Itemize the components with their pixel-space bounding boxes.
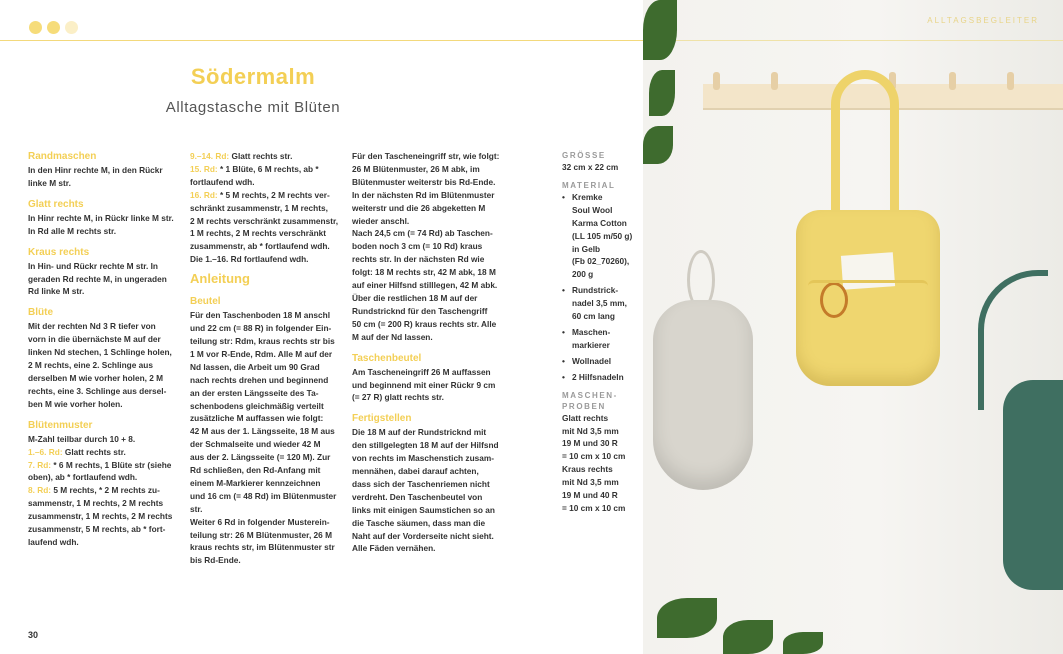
plant-leaf (649, 70, 675, 116)
column-3 (352, 150, 502, 555)
section-heading: Fertigstellen (352, 413, 412, 425)
plant-leaf (657, 598, 717, 638)
row-text: Glatt rechts str. (62, 446, 126, 457)
section-heading: Beutel (190, 296, 221, 308)
paragraph: Mit der rechten Nd 3 R tiefer von vorn in die übernächste M auf der linken Nd stechen, 1 Schlinge holen, 2 M rechts, eine 2. Schlinge aus derselben M wie vorher holen, 2 M rechts, eine 3. Schlinge aus dersel- ben M wie vorher holen. (28, 321, 172, 409)
section-heading: Blüte (28, 307, 53, 319)
rack-peg (949, 72, 956, 90)
running-head: ALLTAGSBEGLEITER (927, 16, 1039, 25)
paragraph: M-Zahl teilbar durch 10 + 8. (28, 433, 136, 444)
pattern-row (190, 150, 340, 163)
row-label: 1.–6. Rd: (28, 446, 63, 457)
row-text: Glatt rechts str. (229, 151, 293, 161)
section-heading: Blütenmuster (28, 419, 93, 431)
photo-page (643, 0, 1063, 654)
size-value: 32 cm x 22 cm (562, 162, 619, 172)
material-item: • Wollnadel (562, 355, 634, 368)
material-heading: MATERIAL (562, 180, 616, 190)
paragraph: Am Tascheneingriff 26 M auffassen und beginnend mit einer Rückr 9 cm (= 27 R) glatt rechts str. (352, 366, 496, 403)
material-item: • Rundstrick- nadel 3,5 mm, 60 cm lang (562, 284, 634, 323)
plant-leaf (643, 126, 673, 164)
gauge-text: Glatt rechts mit Nd 3,5 mm 19 M und 30 R = 10 cm x 10 cm Kraus rechts mit Nd 3,5 mm 19 M und 40 R = 10 cm x 10 cm (562, 412, 626, 513)
pattern-row (190, 163, 340, 189)
rack-peg (713, 72, 720, 90)
row-label: 7. Rd: (28, 459, 52, 470)
material-item: • Kremke Soul Wool Karma Cotton (LL 105 m/50 g) in Gelb (Fb 02_70260), 200 g (562, 191, 634, 281)
paragraph: In den Hinr rechte M, in den Rückr linke M str. (28, 165, 163, 188)
paragraph: In Hin- und Rückr rechte M str. In geraden Rd rechte M, in ungeraden Rd linke M str. (28, 260, 167, 297)
plant-leaf (643, 0, 677, 60)
section-heading: Anleitung (190, 271, 250, 287)
green-bag (1003, 380, 1063, 590)
pattern-row (28, 459, 178, 485)
yellow-knitted-bag (796, 210, 940, 386)
section-heading: Randmaschen (28, 151, 97, 162)
plant-leaf (723, 620, 773, 654)
section-heading: Taschenbeutel (352, 352, 422, 364)
dot-icon (47, 21, 60, 34)
section-heading: Glatt rechts (28, 198, 84, 210)
row-text: 5 M rechts, * 2 M rechts zu- sammenstr, 1 M rechts, 2 M rechts zusammenstr, 1 M rechts, 2 M rechts zusammenstr, 5 M rechts, ab * fort- laufend wdh. (28, 485, 173, 547)
paragraph: Die 18 M auf der Rundstricknd mit den stillgelegten 18 M auf der Hilfsnd von rechts im Maschenstich zusam- mennähen, dabei darauf achten, dass sich der Taschenriemen nicht verdreht. Den Taschenbeutel von links mit einigen Saumstichen so an die Tasche säumen, dass man die Naht auf der Vorderseite nicht sieht. Alle Fäden vernähen. (352, 427, 499, 554)
row-text: * 6 M rechts, 1 Blüte str (siehe oben), ab * fortlaufend wdh. (28, 459, 172, 483)
paragraph: Für den Tascheneingriff str, wie folgt: 26 M Blütenmuster, 26 M abk, im Blütenmuster weiterstr bis Rd-Ende. In der nächsten Rd im Blütenmuster weiterstr und die 26 abgeketten M wieder anschl. Nach 24,5 cm (= 74 Rd) ab Taschen- boden noch 3 cm (= 10 Rd) kraus rechts str. In der nächsten Rd wie folgt: 18 M rechts str, 42 M abk, 18 M auf einer Hilfsnd stilllegen, 42 M abk. Über die restlichen 18 M auf der Rundstricknd für den Taschengriff 50 cm (= 200 R) kraus rechts str. Alle M auf der Nd lassen. (352, 151, 500, 342)
pattern-row (28, 446, 178, 459)
material-list (562, 191, 634, 384)
page-title: Södermalm (190, 64, 316, 89)
paragraph: In Hinr rechte M, in Rückr linke M str. In Rd alle M rechts str. (28, 212, 174, 236)
header-rule (0, 40, 643, 41)
column-1 (28, 150, 178, 549)
pattern-row (28, 484, 178, 549)
row-label: 8. Rd: (28, 485, 52, 496)
material-item: • Maschen- markierer (562, 326, 634, 352)
page-number: 30 (28, 630, 39, 640)
row-label: 15. Rd: (190, 163, 218, 174)
pattern-row (190, 189, 340, 266)
decorative-dots (29, 21, 78, 34)
header-rule (643, 40, 1063, 41)
paragraph: Für den Taschenboden 18 M anschl und 22 cm (= 88 R) in folgender Ein- teilung str: Rdm, kraus rechts str bis 1 M vor R-Ende, Rdm. Alle M auf der Nd lassen, die Arbeit um 90 Grad nach rechts drehen und beginnend an der ersten Längsseite des Ta- schenbodens gleichmäßig verteilt zusätzliche M auffassen wie folgt: 42 M aus der 1. Längsseite, 18 M aus der Schmalseite und wieder 42 M aus der 2. Längsseite (= 120 M). Zur Rd schließen, den Rd-Anfang mit einem M-Markierer kennzeichnen und 16 cm (= 48 Rd) im Blütenmuster str. Weiter 6 Rd in folgender Musterein- teilung str: 26 M Blütenmuster, 26 M kraus rechts str, im Blütenmuster str bis Rd-Ende. (190, 310, 337, 566)
row-label: 9.–14. Rd: (190, 151, 230, 161)
size-heading: GRÖSSE (562, 151, 606, 160)
dot-icon (65, 21, 78, 34)
rack-peg (1007, 72, 1014, 90)
row-text: * 1 Blüte, 6 M rechts, ab * fortlaufend wdh. (190, 163, 319, 187)
dot-icon (29, 21, 42, 34)
section-heading: Kraus rechts (28, 246, 90, 258)
column-2 (190, 150, 340, 567)
material-item: • 2 Hilfsnadeln (562, 371, 634, 384)
plant-leaf (783, 632, 823, 654)
row-label: 16. Rd: (190, 189, 218, 200)
sidebar-info (562, 150, 634, 515)
gauge-heading: MASCHEN- PROBEN (562, 390, 618, 411)
grey-drawstring-bag (653, 300, 753, 490)
row-text: * 5 M rechts, 2 M rechts ver- schränkt zusammenstr, 1 M rechts, 2 M rechts verschränkt zusammenstr, 1 M rechts, 2 M rechts verschränkt zusammenstr, ab * fortlaufend wdh. Die 1.–16. Rd fortlaufend wdh. (190, 189, 339, 265)
page-subtitle: Alltagstasche mit Blüten (165, 99, 341, 116)
rack-peg (771, 72, 778, 90)
bag-pocket (808, 280, 928, 350)
